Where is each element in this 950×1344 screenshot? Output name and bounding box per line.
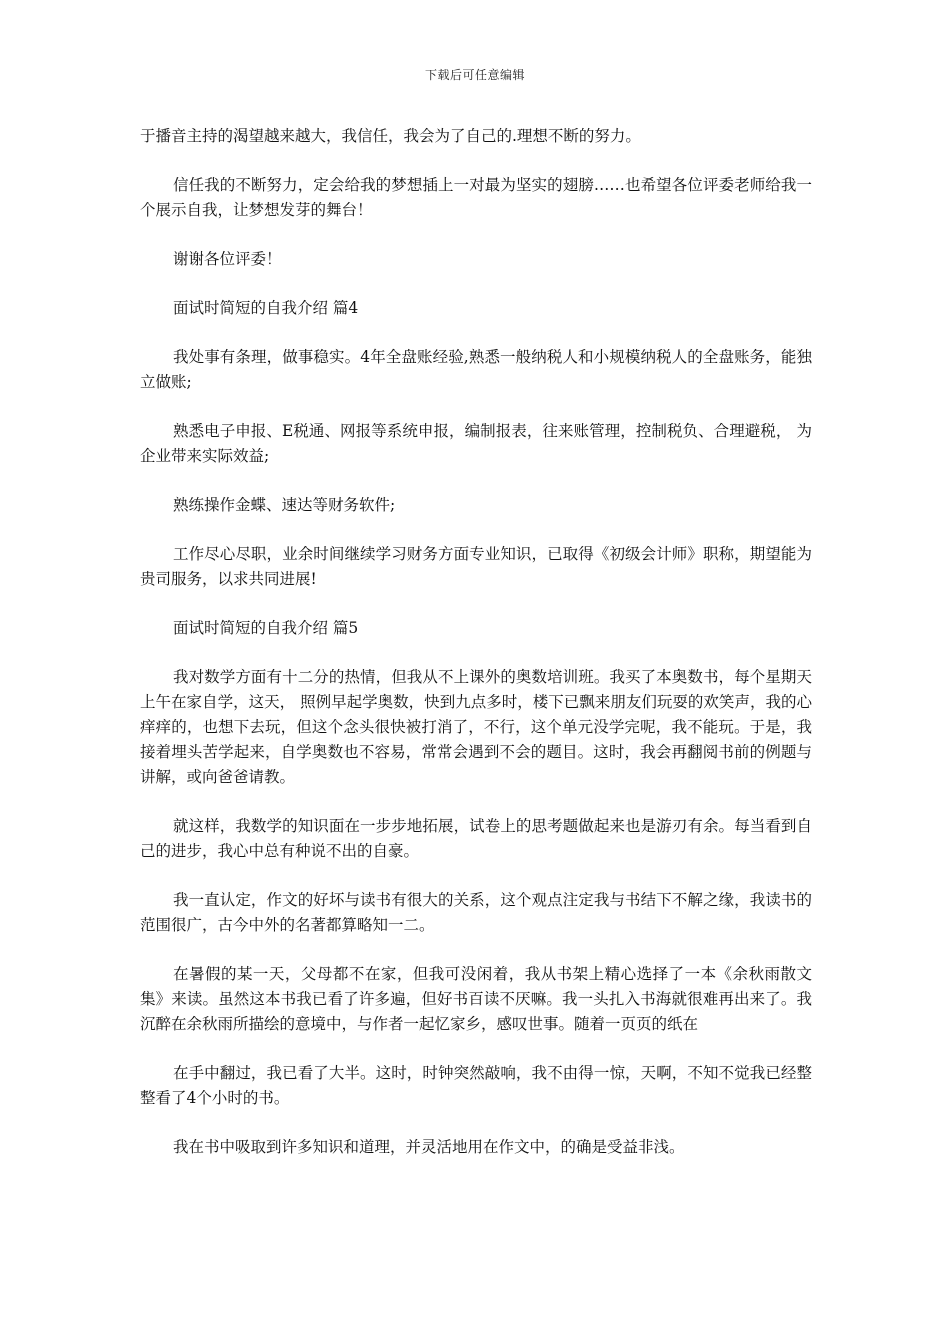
paragraph: 我一直认定，作文的好坏与读书有很大的关系，这个观点注定我与书结下不解之缘，我读书的范围很广，古今中外的名著都算略知一二。 <box>140 891 812 934</box>
paragraph: 信任我的不断努力，定会给我的梦想插上一对最为坚实的翅膀……也希望各位评委老师给我一个展示自我，让梦想发芽的舞台！ <box>140 176 812 219</box>
section-heading: 面试时简短的自我介绍 篇5 <box>173 619 359 637</box>
paragraph: 就这样，我数学的知识面在一步步地拓展，试卷上的思考题做起来也是游刃有余。每当看到自己的进步，我心中总有种说不出的自豪。 <box>140 817 812 860</box>
paragraph: 我处事有条理，做事稳实。4年全盘账经验,熟悉一般纳税人和小规模纳税人的全盘账务，能独立做账; <box>140 348 812 391</box>
paragraph: 我对数学方面有十二分的热情，但我从不上课外的奥数培训班。我买了本奥数书，每个星期天上午在家自学，这天， 照例早起学奥数，快到九点多时，楼下已飘来朋友们玩耍的欢笑声，我的心痒痒的，也想下去玩，但这个念头很快被打消了，不行，这个单元没学完呢，我不能玩。于是，我接着埋头苦学起来，自学奥数也不容易，常常会遇到不会的题目。这时，我会再翻阅书前的例题与讲解，或向爸爸请教。 <box>140 668 812 786</box>
paragraph: 于播音主持的渴望越来越大，我信任，我会为了自己的.理想不断的努力。 <box>140 127 641 145</box>
paragraph: 熟悉电子申报、E税通、网报等系统申报，编制报表，往来账管理，控制税负、合理避税， 为企业带来实际效益; <box>140 422 812 465</box>
paragraph: 熟练操作金蝶、速达等财务软件; <box>173 496 396 514</box>
document-body <box>140 124 812 1184</box>
section-heading: 面试时简短的自我介绍 篇4 <box>173 299 359 317</box>
paragraph: 工作尽心尽职，业余时间继续学习财务方面专业知识，已取得《初级会计师》职称，期望能为贵司服务，以求共同进展! <box>140 545 812 588</box>
paragraph: 在手中翻过，我已看了大半。这时，时钟突然敲响，我不由得一惊，天啊，不知不觉我已经整整看了4个小时的书。 <box>140 1064 812 1107</box>
page-header: 下载后可任意编辑 <box>424 68 525 82</box>
paragraph: 谢谢各位评委！ <box>173 250 282 268</box>
paragraph: 在暑假的某一天，父母都不在家，但我可没闲着，我从书架上精心选择了一本《余秋雨散文集》来读。虽然这本书我已看了许多遍，但好书百读不厌嘛。我一头扎入书海就很难再出来了。我沉醉在余秋雨所描绘的意境中，与作者一起忆家乡，感叹世事。随着一页页的纸在 <box>140 965 812 1033</box>
paragraph: 我在书中吸取到许多知识和道理，并灵活地用在作文中，的确是受益非浅。 <box>173 1138 685 1156</box>
